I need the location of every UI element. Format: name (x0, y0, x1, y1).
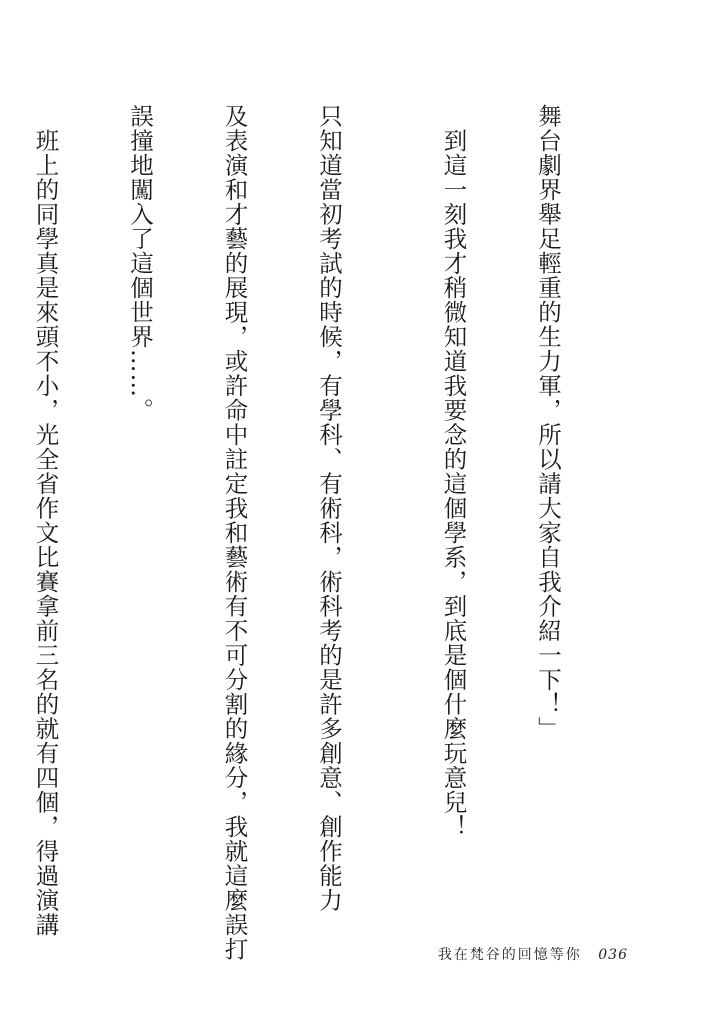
text-line: 及表演和才藝的展現，或許命中註定我和藝術有不可分割的緣分，我就這麼誤打 (220, 104, 249, 962)
book-title: 我在梵谷的回憶等你 (437, 947, 582, 963)
text-line: 只知道當初考試的時候，有學科、有術科，術科考的是許多創意、創作能力 (315, 104, 343, 913)
text-line: 班上的同學真是來頭不小，光全省作文比賽拿前三名的就有四個，得過演講 (31, 104, 60, 937)
text-line: 到這一刻我才稍微知道我要念的這個學系，到底是個什麼玩意兒！ (439, 104, 468, 839)
text-line: 誤撞地闖入了這個世界……。 (126, 104, 154, 423)
page-footer (438, 944, 628, 964)
text-line: 舞台劇界舉足輕重的生力軍，所以請大家自我介紹一下！」 (534, 104, 562, 741)
page-number: 036 (598, 947, 628, 963)
